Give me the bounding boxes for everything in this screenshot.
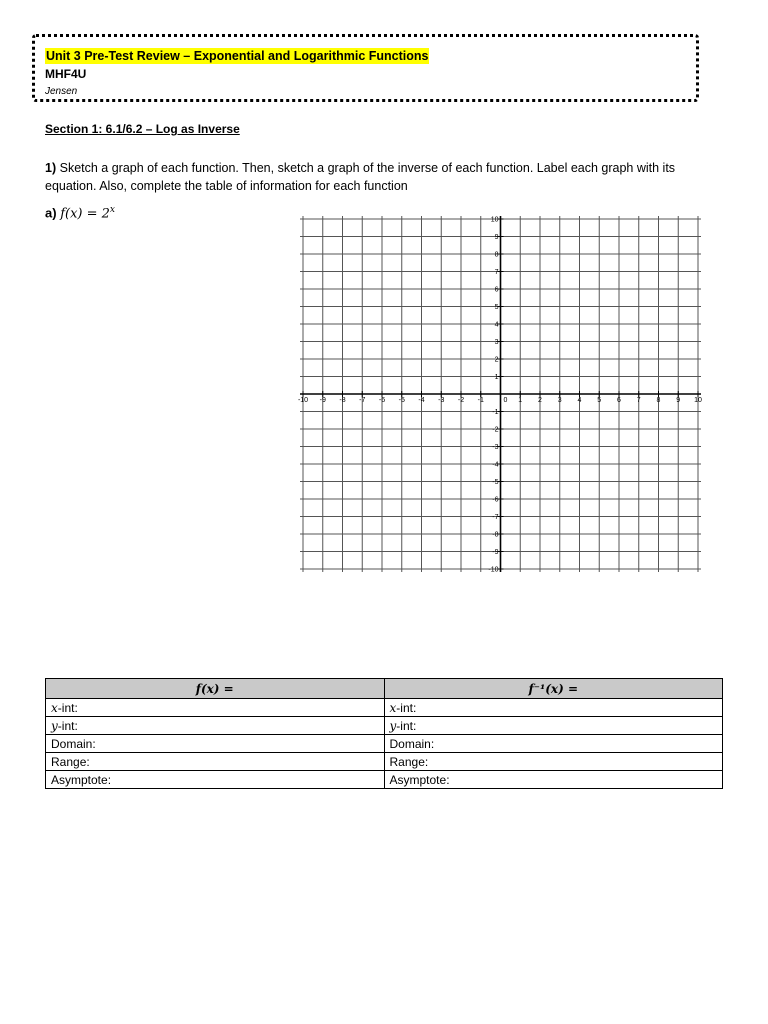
part-a-exponent: x bbox=[109, 205, 115, 215]
f-inverse-cell[interactable] bbox=[384, 699, 723, 717]
y-tick-label: -9 bbox=[492, 549, 499, 556]
x-tick-label: 3 bbox=[557, 397, 562, 404]
course-code: MHF4U bbox=[45, 67, 87, 81]
row-label: Range: bbox=[51, 754, 90, 769]
x-tick-label: 1 bbox=[518, 397, 523, 404]
question-text: Sketch a graph of each function. Then, sketch a graph of the inverse of each function. Label each graph with its equation. Also, complete the table of information for each function bbox=[45, 161, 676, 193]
question-number: 1) bbox=[45, 161, 57, 175]
header-box bbox=[32, 34, 699, 102]
x-tick-label: -2 bbox=[457, 397, 465, 404]
variable-label: y bbox=[389, 718, 397, 733]
x-tick-label: -5 bbox=[398, 397, 405, 404]
y-tick-label: -10 bbox=[488, 566, 499, 574]
y-tick-label: 3 bbox=[494, 339, 499, 346]
y-tick-label: -3 bbox=[492, 444, 499, 451]
x-tick-label: 7 bbox=[636, 397, 641, 404]
x-tick-label: 9 bbox=[676, 397, 681, 404]
row-label: Asymptote: bbox=[389, 772, 450, 787]
table-header-f: f(x) = bbox=[46, 679, 385, 699]
y-tick-label: -5 bbox=[492, 479, 499, 486]
x-tick-label: 8 bbox=[656, 397, 661, 404]
f-cell[interactable] bbox=[46, 699, 385, 717]
section-title: Section 1: 6.1/6.2 – Log as Inverse bbox=[45, 122, 240, 136]
y-tick-label: -4 bbox=[492, 461, 499, 469]
f-cell[interactable] bbox=[46, 771, 385, 789]
row-label: -int: bbox=[396, 700, 417, 715]
f-inverse-cell[interactable] bbox=[384, 717, 723, 735]
y-tick-label: 6 bbox=[494, 286, 499, 294]
table-row bbox=[46, 735, 723, 753]
row-label: -int: bbox=[57, 718, 78, 733]
x-tick-label: 5 bbox=[597, 397, 602, 404]
row-label: -int: bbox=[57, 700, 78, 715]
y-tick-label: 5 bbox=[494, 304, 499, 311]
x-tick-label: -8 bbox=[339, 397, 346, 404]
y-tick-label: -8 bbox=[492, 531, 499, 539]
f-inverse-cell[interactable] bbox=[384, 771, 723, 789]
f-inverse-cell[interactable] bbox=[384, 735, 723, 753]
f-cell[interactable] bbox=[46, 735, 385, 753]
y-tick-label: 9 bbox=[494, 234, 499, 241]
x-tick-label: -10 bbox=[298, 397, 309, 404]
x-tick-label: -9 bbox=[319, 397, 326, 404]
coordinate-grid[interactable] bbox=[298, 214, 703, 574]
table-row bbox=[46, 717, 723, 735]
row-label: Asymptote: bbox=[51, 772, 112, 787]
part-a-label: a) bbox=[45, 205, 57, 221]
y-tick-label: -6 bbox=[492, 496, 499, 504]
y-tick-label: 8 bbox=[494, 251, 499, 259]
part-a-equation: f(x) = 2 bbox=[60, 206, 110, 222]
x-tick-label: -4 bbox=[418, 397, 425, 404]
row-label: Domain: bbox=[51, 736, 96, 751]
row-label: Range: bbox=[389, 754, 429, 769]
table-header-row bbox=[46, 679, 723, 699]
function-info-table bbox=[45, 678, 723, 789]
f-cell[interactable] bbox=[46, 753, 385, 771]
x-tick-label: -3 bbox=[438, 397, 445, 404]
y-tick-label: 7 bbox=[494, 269, 499, 276]
table-row bbox=[46, 699, 723, 717]
variable-label: y bbox=[51, 718, 58, 733]
x-tick-label: -7 bbox=[359, 397, 366, 404]
y-tick-label: 10 bbox=[490, 216, 499, 224]
table-row bbox=[46, 753, 723, 771]
y-tick-label: 1 bbox=[494, 374, 499, 381]
y-tick-label: -1 bbox=[492, 409, 499, 416]
f-cell[interactable] bbox=[46, 717, 385, 735]
part-a bbox=[45, 205, 115, 221]
table-header-f-inverse: f⁻¹(x) = bbox=[384, 679, 723, 699]
y-tick-label: -2 bbox=[492, 426, 499, 434]
y-tick-label: 4 bbox=[494, 321, 499, 329]
y-tick-label: 2 bbox=[494, 356, 499, 364]
row-label: Domain: bbox=[389, 736, 435, 751]
teacher-name: Jensen bbox=[45, 86, 78, 97]
f-inverse-cell[interactable] bbox=[384, 753, 723, 771]
table-row bbox=[46, 771, 723, 789]
row-label: -int: bbox=[396, 718, 417, 733]
page-title: Unit 3 Pre-Test Review – Exponential and Logarithmic Functions bbox=[46, 49, 429, 63]
question-1 bbox=[45, 159, 725, 195]
variable-label: x bbox=[51, 700, 58, 715]
y-tick-label: -7 bbox=[492, 514, 499, 521]
x-tick-label: -6 bbox=[378, 397, 386, 404]
variable-label: x bbox=[389, 700, 397, 715]
x-tick-label: -1 bbox=[477, 397, 484, 404]
x-tick-label: 2 bbox=[538, 397, 542, 404]
x-tick-label: 0 bbox=[503, 397, 508, 404]
x-tick-label: 6 bbox=[617, 397, 621, 404]
x-tick-label: 10 bbox=[694, 397, 702, 404]
x-tick-label: 4 bbox=[577, 397, 582, 404]
